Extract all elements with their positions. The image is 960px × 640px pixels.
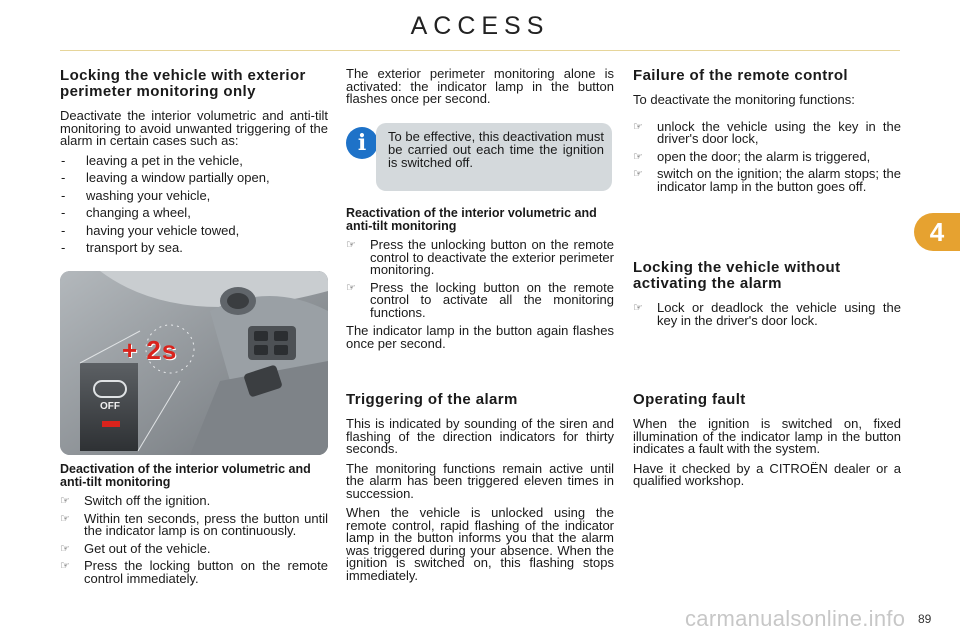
triggering-paragraph: This is indicated by sounding of the siren and flashing of the direction indicators for thirty seconds. [346, 416, 614, 456]
column-2-top [346, 68, 614, 113]
info-note [346, 121, 614, 193]
list-item: - washing your vehicle, [60, 190, 328, 203]
pointing-hand-icon: ☞ [60, 560, 70, 572]
triggering-heading: Triggering of the alarm [346, 391, 518, 408]
fault-paragraph: Have it checked by a CITROËN dealer or a qualified workshop. [633, 460, 901, 488]
pointing-hand-icon: ☞ [60, 542, 70, 555]
pointing-hand-icon: ☞ [60, 495, 70, 507]
column-1 [60, 68, 328, 260]
list-item: - leaving a window partially open, [60, 172, 328, 185]
info-icon: i [346, 127, 378, 159]
page-number: 89 [918, 612, 932, 626]
list-item: - leaving a pet in the vehicle, [60, 155, 328, 168]
cases-list [60, 152, 328, 255]
list-item: ☞ Lock or deadlock the vehicle using the key in the driver's door lock. [633, 300, 901, 328]
fault-paragraph: When the ignition is switched on, fixed illumination of the indicator lamp in the button indicates a fault with the system. [633, 416, 901, 456]
list-item: ☞ Within ten seconds, press the button until the indicator lamp is on continuously. [60, 510, 328, 538]
operating-fault-heading: Operating fault [633, 391, 746, 408]
locking-without-alarm-heading: Locking the vehicle without activating the alarm [633, 259, 841, 292]
reactivation-heading: Reactivation of the interior volumetric and anti-tilt monitoring [346, 206, 597, 233]
locking-without-alarm-section [633, 260, 901, 333]
section-heading-locking-exterior-only: Locking the vehicle with exterior perimeter monitoring only [60, 67, 306, 100]
exterior-monitoring-text: The exterior perimeter monitoring alone is activated: the indicator lamp in the button flashes once per second. [346, 66, 614, 106]
list-item: ☞ Get out of the vehicle. [60, 540, 211, 556]
pointing-hand-icon: ☞ [633, 150, 643, 163]
two-second-callout: + 2s [122, 335, 178, 365]
list-item: - transport by sea. [60, 242, 328, 255]
chapter-tab: 4 [914, 213, 960, 251]
reactivation-steps [346, 239, 614, 319]
pointing-hand-icon: ☞ [633, 120, 643, 133]
failure-intro: To deactivate the monitoring functions: [633, 92, 855, 107]
list-item: ☞ Press the locking button on the remote control to activate all the monitoring functions. [346, 279, 614, 320]
list-item: - having your vehicle towed, [60, 225, 328, 238]
pointing-hand-icon: ☞ [60, 512, 70, 525]
reactivation-note: The indicator lamp in the button again flashes once per second. [346, 323, 614, 351]
list-item: - changing a wheel, [60, 207, 328, 220]
list-item: ☞ Switch off the ignition. [60, 493, 211, 508]
operating-fault-section [633, 392, 901, 495]
list-item: ☞ Press the unlocking button on the remote control to deactivate the exterior perimeter monitoring. [346, 237, 614, 277]
page-title: ACCESS [410, 12, 550, 40]
failure-section [633, 68, 901, 199]
watermark: carmanualsonline.info [685, 606, 906, 631]
triggering-paragraph: When the vehicle is unlocked using the remote control, rapid flashing of the indicator lamp in the button informs you that the alarm was triggered during your absence. When the ignition is switched on, this flashing stops immediately. [346, 505, 614, 583]
list-item: ☞ unlock the vehicle using the key in the driver's door lock, [633, 118, 901, 146]
list-item: ☞ switch on the ignition; the alarm stops; the indicator lamp in the button goes off. [633, 166, 901, 194]
failure-heading: Failure of the remote control [633, 67, 848, 84]
reactivation-section [346, 207, 614, 357]
pointing-hand-icon: ☞ [633, 168, 643, 180]
deactivation-section [60, 463, 328, 591]
deactivation-steps [60, 495, 328, 585]
list-item: ☞ Press the locking button on the remote control immediately. [60, 558, 328, 586]
locking-steps [633, 302, 901, 327]
locking-intro-text: Deactivate the interior volumetric and anti-tilt monitoring to avoid unwanted triggering of the alarm in certain cases such as: [60, 108, 328, 148]
title-divider [60, 50, 900, 51]
failure-steps [633, 118, 901, 194]
deactivation-heading: Deactivation of the interior volumetric and anti-tilt monitoring [60, 462, 311, 489]
list-item: ☞ open the door; the alarm is triggered, [633, 148, 871, 164]
pointing-hand-icon: ☞ [633, 302, 643, 314]
dashboard-button-illustration [60, 271, 328, 455]
off-button-label: OFF [100, 401, 120, 412]
info-note-text: To be effective, this deactivation must be carried out each time the ignition is switched off. [376, 123, 612, 191]
pointing-hand-icon: ☞ [346, 239, 356, 251]
triggering-section [346, 392, 614, 589]
triggering-paragraph: The monitoring functions remain active until the alarm has been triggered eleven times in succession. [346, 460, 614, 501]
pointing-hand-icon: ☞ [346, 281, 356, 294]
